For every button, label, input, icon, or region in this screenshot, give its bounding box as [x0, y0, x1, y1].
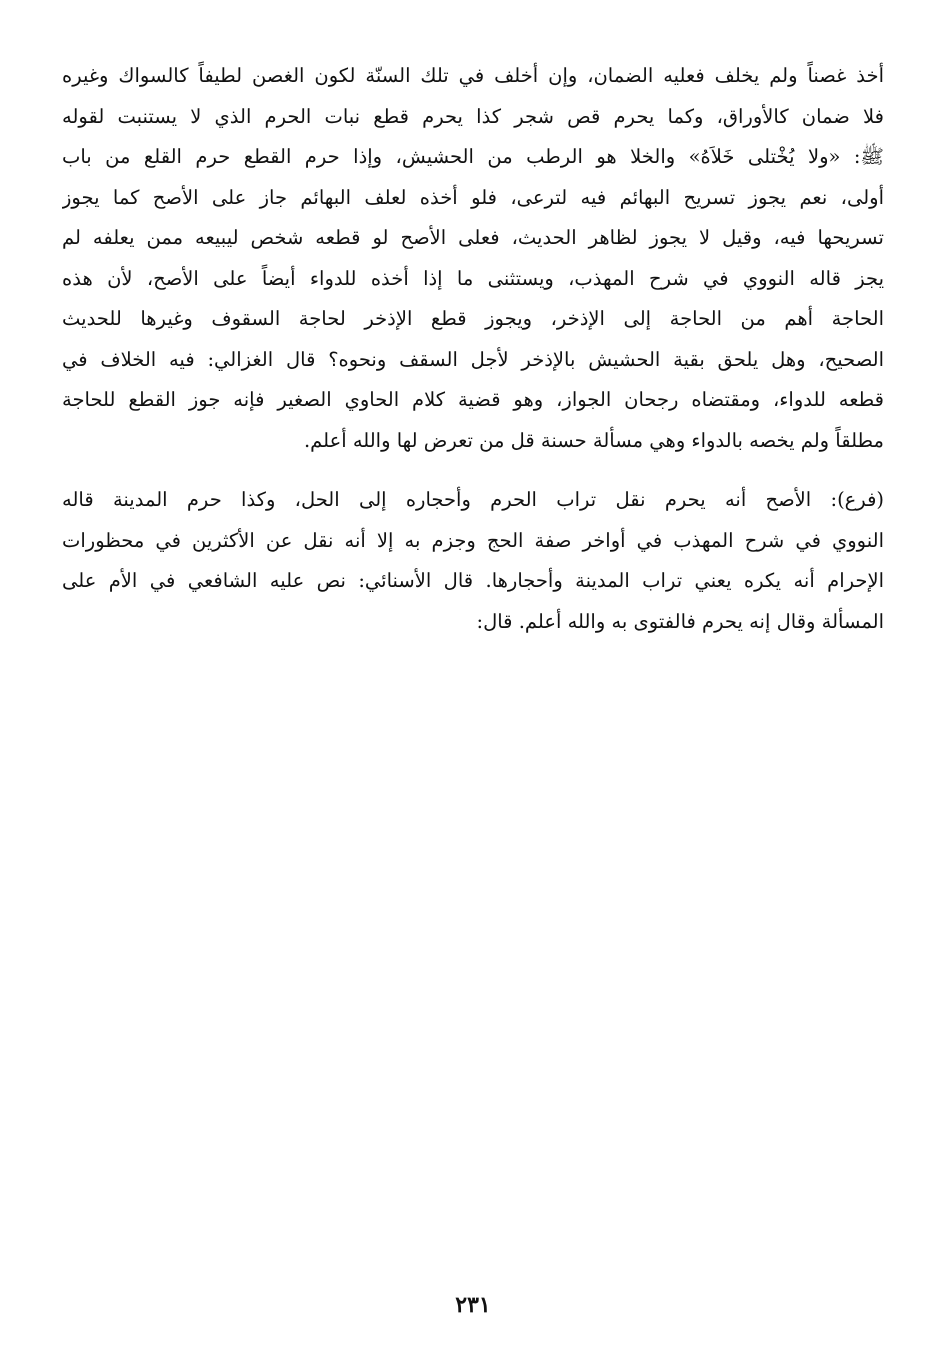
- text-line: فلا ضمان كالأوراق، وكما يحرم قص شجر كذا يحرم قطع نبات الحرم الذي لا يستنبت لقوله: [62, 104, 884, 128]
- paragraph-far: [62, 480, 884, 642]
- text-line: الإحرام أنه يكره يعني تراب المدينة وأحجارها. قال الأسنائي: نص عليه الشافعي في الأم على: [62, 569, 884, 592]
- text-line: مطلقاً ولم يخصه بالدواء وهي مسألة حسنة قل من تعرض لها والله أعلم.: [303, 428, 884, 452]
- page-number: ٢٣١: [455, 1292, 491, 1318]
- text-line: الصحيح، وهل يلحق بقية الحشيش بالإذخر لأجل السقف ونحوه؟ قال الغزالي: فيه الخلاف في: [62, 347, 884, 371]
- paragraph-main: [62, 56, 884, 461]
- text-line: المسألة وقال إنه يحرم فالفتوى به والله أعلم. قال:: [476, 609, 884, 633]
- text-line: يجز قاله النووي في شرح المهذب، ويستثنى ما إذا أخذه للدواء أيضاً على الأصح، لأن هذه: [62, 266, 884, 290]
- text-line: قطعه للدواء، ومقتضاه رجحان الجواز، وهو قضية كلام الحاوي الصغير فإنه جوز القطع للحاجة: [62, 388, 884, 411]
- text-line: تسريحها فيه، وقيل لا يجوز لظاهر الحديث، فعلى الأصح لو قطعه شخص ليبيعه ممن يعلفه لم: [62, 226, 884, 249]
- text-line: أخذ غصناً ولم يخلف فعليه الضمان، وإن أخلف في تلك السنّة لكون الغصن لطيفاً كالسواك وغيره: [62, 64, 884, 87]
- text-line: أولى، نعم يجوز تسريح البهائم فيه لترعى، فلو أخذه لعلف البهائم جاز على الأصح كما يجوز: [62, 185, 884, 209]
- text-line: (فرع): الأصح أنه يحرم نقل تراب الحرم وأحجاره إلى الحل، وكذا حرم المدينة قاله: [62, 488, 884, 511]
- text-line: النووي في شرح المهذب في أواخر صفة الحج وجزم به إلا أنه نقل عن الأكثرين في محظورات: [62, 528, 884, 552]
- text-line: ﷺ: «ولا يُخْتلى خَلاَهُ» والخلا هو الرطب من الحشيش، وإذا حرم القطع حرم القلع من باب: [62, 145, 884, 168]
- text-line: الحاجة أهم من الحاجة إلى الإذخر، ويجوز قطع الإذخر لحاجة السقوف وغيرها للحديث: [62, 307, 884, 330]
